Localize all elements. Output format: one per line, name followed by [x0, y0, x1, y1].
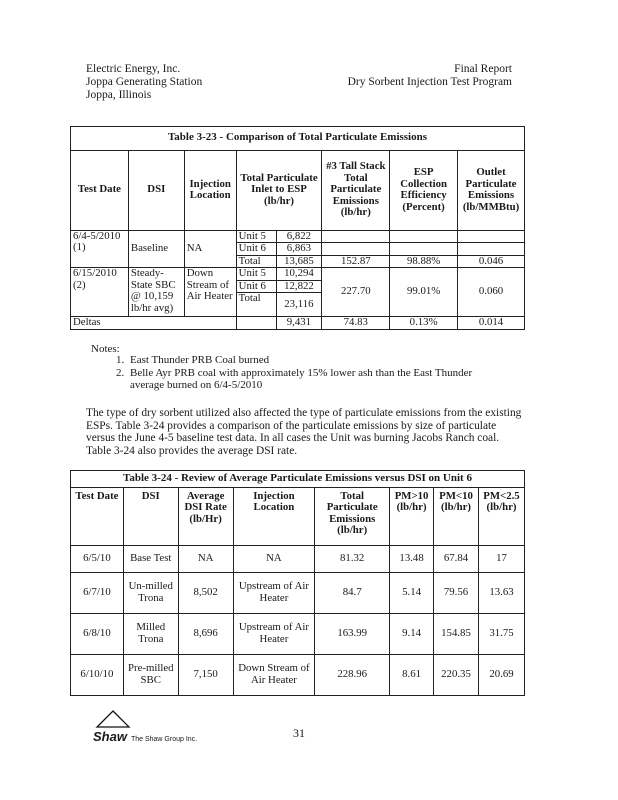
deltas-inlet: 9,431 [276, 317, 322, 330]
company-name: Electric Energy, Inc. [86, 63, 181, 75]
test-date: 6/4-5/2010 (1) [71, 230, 129, 268]
report-type: Final Report [454, 63, 512, 75]
injection-location: NA [233, 545, 315, 572]
note-item [116, 354, 476, 367]
injection-location: Upstream of Air Heater [233, 572, 315, 613]
header-left [86, 63, 202, 102]
pm-lt-2-5: 13.63 [478, 572, 524, 613]
note-number: 2. [116, 366, 125, 379]
station-location: Joppa, Illinois [86, 89, 152, 101]
unit-label: Unit 5 [236, 268, 276, 281]
test-date: 6/8/10 [71, 613, 124, 654]
total-emissions: 81.32 [315, 545, 390, 572]
note-text: East Thunder PRB Coal burned [130, 354, 270, 366]
dsi-rate: NA [178, 545, 233, 572]
pm-lt-2-5: 31.75 [478, 613, 524, 654]
test-date: 6/7/10 [71, 572, 124, 613]
test-date: 6/10/10 [71, 654, 124, 695]
test-date: 6/5/10 [71, 545, 124, 572]
col-header: Injection Location [233, 487, 315, 545]
pm-lt-2-5: 17 [478, 545, 524, 572]
col-header: Total Particulate Emissions (lb/hr) [315, 487, 390, 545]
pm-gt-10: 13.48 [390, 545, 434, 572]
unit-label: Unit 5 [236, 230, 276, 243]
header-right [348, 63, 512, 89]
unit-value: 12,822 [276, 280, 322, 293]
pm-lt-10: 220.35 [434, 654, 479, 695]
esp-efficiency: 98.88% [390, 255, 458, 268]
outlet-emissions: 0.046 [458, 255, 525, 268]
table-row [71, 572, 525, 613]
table-row [71, 613, 525, 654]
table-caption: Table 3-23 - Comparison of Total Particulate Emissions [71, 127, 525, 151]
dsi-type: Baseline [128, 230, 184, 268]
dsi-type: Milled Trona [123, 613, 178, 654]
test-date: 6/15/2010 (2) [71, 268, 129, 317]
pm-lt-10: 79.56 [434, 572, 479, 613]
injection-location: Down Stream of Air Heater [184, 268, 236, 317]
notes-list [116, 354, 476, 392]
total-label: Total [236, 255, 276, 268]
col-header: PM>10 (lb/hr) [390, 487, 434, 545]
dsi-type: Un-milled Trona [123, 572, 178, 613]
pm-gt-10: 9.14 [390, 613, 434, 654]
unit-value: 6,822 [276, 230, 322, 243]
dsi-type: Base Test [123, 545, 178, 572]
pm-gt-10: 8.61 [390, 654, 434, 695]
stack-emissions: 152.87 [322, 255, 390, 268]
outlet-emissions: 0.060 [458, 268, 525, 317]
table-row [71, 230, 525, 243]
injection-location: Upstream of Air Heater [233, 613, 315, 654]
unit-value: 6,863 [276, 243, 322, 256]
col-header: Outlet Particulate Emissions (lb/MMBtu) [458, 150, 525, 230]
table-row [71, 545, 525, 572]
col-header: Injection Location [184, 150, 236, 230]
col-header: Test Date [71, 487, 124, 545]
logo-wordmark: Shaw [93, 729, 127, 744]
dsi-rate: 8,502 [178, 572, 233, 613]
dsi-rate: 7,150 [178, 654, 233, 695]
unit-label: Unit 6 [236, 280, 276, 293]
unit-value: 10,294 [276, 268, 322, 281]
pm-lt-10: 67.84 [434, 545, 479, 572]
table-row [71, 654, 525, 695]
total-value: 13,685 [276, 255, 322, 268]
total-emissions: 84.7 [315, 572, 390, 613]
col-header: PM<10 (lb/hr) [434, 487, 479, 545]
station-name: Joppa Generating Station [86, 76, 203, 88]
deltas-stack: 74.83 [322, 317, 390, 330]
pm-gt-10: 5.14 [390, 572, 434, 613]
total-value: 23,116 [276, 293, 322, 317]
unit-label: Unit 6 [236, 243, 276, 256]
injection-location: Down Stream of Air Heater [233, 654, 315, 695]
body-paragraph: The type of dry sorbent utilized also affected the type of particulate emissions from the existing ESPs. Table 3-24 provides a comparison of the particulate emissions by size of particulate versus the June 4-5 baseline test data. In all cases the Unit was burning Jacobs Ranch coal. Table 3-24 also provides the average DSI rate. [86, 407, 522, 457]
col-header: Average DSI Rate (lb/Hr) [178, 487, 233, 545]
deltas-label: Deltas [71, 317, 237, 330]
total-emissions: 163.99 [315, 613, 390, 654]
table-caption: Table 3-24 - Review of Average Particulate Emissions versus DSI on Unit 6 [71, 471, 525, 488]
injection-location: NA [184, 230, 236, 268]
table-row [71, 268, 525, 281]
note-number: 1. [116, 354, 125, 366]
dsi-type: Pre-milled SBC [123, 654, 178, 695]
stack-emissions: 227.70 [322, 268, 390, 317]
dsi-rate: 8,696 [178, 613, 233, 654]
table-3-24 [70, 470, 525, 696]
col-header: DSI [128, 150, 184, 230]
col-header: #3 Tall Stack Total Particulate Emissions (lb/hr) [322, 150, 390, 230]
note-text: Belle Ayr PRB coal with approximately 15% lower ash than the East Thunder average burned on 6/4-5/2010 [130, 366, 473, 391]
triangle-logo-icon [93, 710, 133, 728]
notes-title: Notes: [91, 343, 120, 355]
program-name: Dry Sorbent Injection Test Program [347, 76, 512, 88]
logo-group-name: The Shaw Group Inc. [130, 736, 198, 743]
total-label: Total [236, 293, 276, 317]
col-header: Test Date [71, 150, 129, 230]
esp-efficiency: 99.01% [390, 268, 458, 317]
total-emissions: 228.96 [315, 654, 390, 695]
col-header: ESP Collection Efficiency (Percent) [390, 150, 458, 230]
col-header: PM<2.5 (lb/hr) [478, 487, 524, 545]
pm-lt-2-5: 20.69 [478, 654, 524, 695]
dsi-type: Steady-State SBC @ 10,159 lb/hr avg) [128, 268, 184, 317]
page-number: 31 [293, 726, 305, 740]
pm-lt-10: 154.85 [434, 613, 479, 654]
col-header: Total Particulate Inlet to ESP (lb/hr) [236, 150, 322, 230]
note-item [116, 367, 476, 392]
deltas-efficiency: 0.13% [390, 317, 458, 330]
col-header: DSI [123, 487, 178, 545]
deltas-row [71, 317, 525, 330]
deltas-outlet: 0.014 [458, 317, 525, 330]
table-3-23 [70, 126, 525, 330]
